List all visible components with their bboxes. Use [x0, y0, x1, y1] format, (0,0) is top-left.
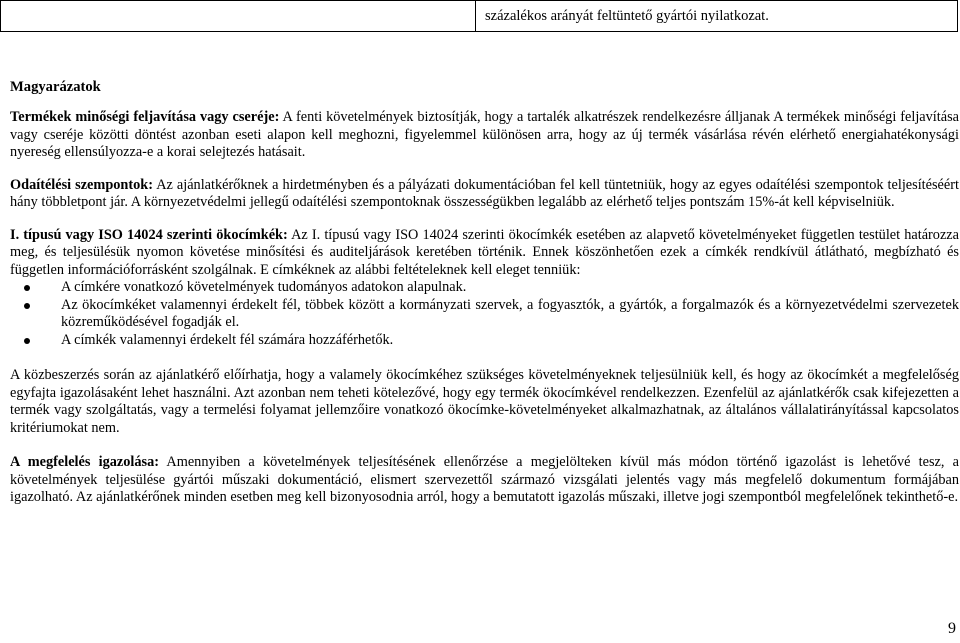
paragraph-lead: A megfelelés igazolása: — [10, 454, 159, 470]
bullet-icon — [24, 303, 30, 309]
bullet-icon — [24, 338, 30, 344]
table-row — [0, 0, 958, 32]
paragraph-text: Az ajánlatkérőknek a hirdetményben és a pályázati dokumentációban fel kell tüntetniük, hogy az egyes odaítélési szempontok teljesítéséért hány többletpont jár. A környezetvédelmi jellegű odaítélési szempontoknak összességükben legalább az elérhető teljes pontszám 15%-át kell képviselniük. — [10, 176, 959, 210]
paragraph-verification — [10, 454, 959, 507]
paragraph-text: A fenti követelmények biztosítják, hogy a tartalék alkatrészek rendelkezésre álljanak A termékek minőségi feljavítása vagy cseréje közötti döntést azonban eseti alapon kell meghozni, figyelemmel különösen arra, hogy az új termék vásárlása révén elérhető energiahatékonysági nyereség ellensúlyozza-e a korai selejtezés hatásait. — [10, 109, 959, 160]
list-item — [61, 279, 959, 297]
cell-divider — [475, 1, 476, 31]
paragraph-lead: Termékek minőségi feljavítása vagy cseréje: — [10, 109, 280, 125]
document-body — [10, 78, 959, 507]
paragraph-text: Az I. típusú vagy ISO 14024 szerinti ökocímkék esetében az alapvető követelményeket független testület határozza meg, és teljesülésük nyomon követése minősítési és auditeljárások keretében történik. Ennek köszönhetően ezek a címkék rendkívül átlátható, megbízható és független információforrásként szolgálnak. E címkéknek az alábbi feltételeknek kell eleget tenniük: — [10, 226, 959, 278]
list-item-text: A címkék valamennyi érdekelt fél számára hozzáférhetők. — [61, 331, 394, 348]
list-item-text: Az ökocímkéket valamennyi érdekelt fél, többek között a kormányzati szervek, a fogyasztók, a gyártók, a forgalmazók és a környezetvédelmi szervezetek közreműködésével fogadják el. — [61, 296, 959, 330]
page-number: 9 — [948, 620, 956, 637]
paragraph-lead: I. típusú vagy ISO 14024 szerinti ökocímkék: — [10, 226, 288, 243]
list-item — [61, 332, 959, 350]
bullet-icon — [24, 285, 30, 291]
paragraph-product-upgrade — [10, 109, 959, 162]
paragraph-award-criteria — [10, 177, 959, 212]
bullet-list — [10, 279, 959, 349]
list-item-text: A címkére vonatkozó követelmények tudományos adatokon alapulnak. — [61, 279, 467, 295]
section-heading: Magyarázatok — [10, 79, 101, 95]
paragraph-text: Amennyiben a követelmények teljesítésének ellenőrzése a megjelölteken kívül más módon történő igazolást is lehetővé tesz, a követelmények teljesülése gyártói műszaki dokumentáció, elismert szervezettől származó vizsgálati jelentés vagy más megfelelő dokumentum formájában igazolható. Az ajánlatkérőnek minden esetben meg kell bizonyosodnia arról, hogy a bemutatott igazolás műszaki, illetve jogi szempontból megfelelőnek tekinthető-e. — [10, 454, 959, 505]
paragraph-lead: Odaítélési szempontok: — [10, 176, 153, 193]
paragraph-ecolabels — [10, 227, 959, 280]
table-cell-text: százalékos arányát feltüntető gyártói nyilatkozat. — [485, 8, 769, 24]
paragraph-procurement: A közbeszerzés során az ajánlatkérő előírhatja, hogy a valamely ökocímkéhez szükséges követelményeknek teljesülniük kell, és hogy az ökocímkét a megfelelőség egyfajta igazolásaként lehet használni. Azt azonban nem teheti kötelezővé, hogy egy termék ökocímkével rendelkezzen. Ezenfelül az ajánlatkérők csak kifejezetten a termék vagy szolgáltatás, vagy a termelési folyamat jellemzőire vonatkozó ökocímke-követelményeket alkalmazhatnak, az általános vállalatirányítással kapcsolatos kritériumokat nem. — [10, 367, 959, 436]
list-item — [61, 297, 959, 332]
